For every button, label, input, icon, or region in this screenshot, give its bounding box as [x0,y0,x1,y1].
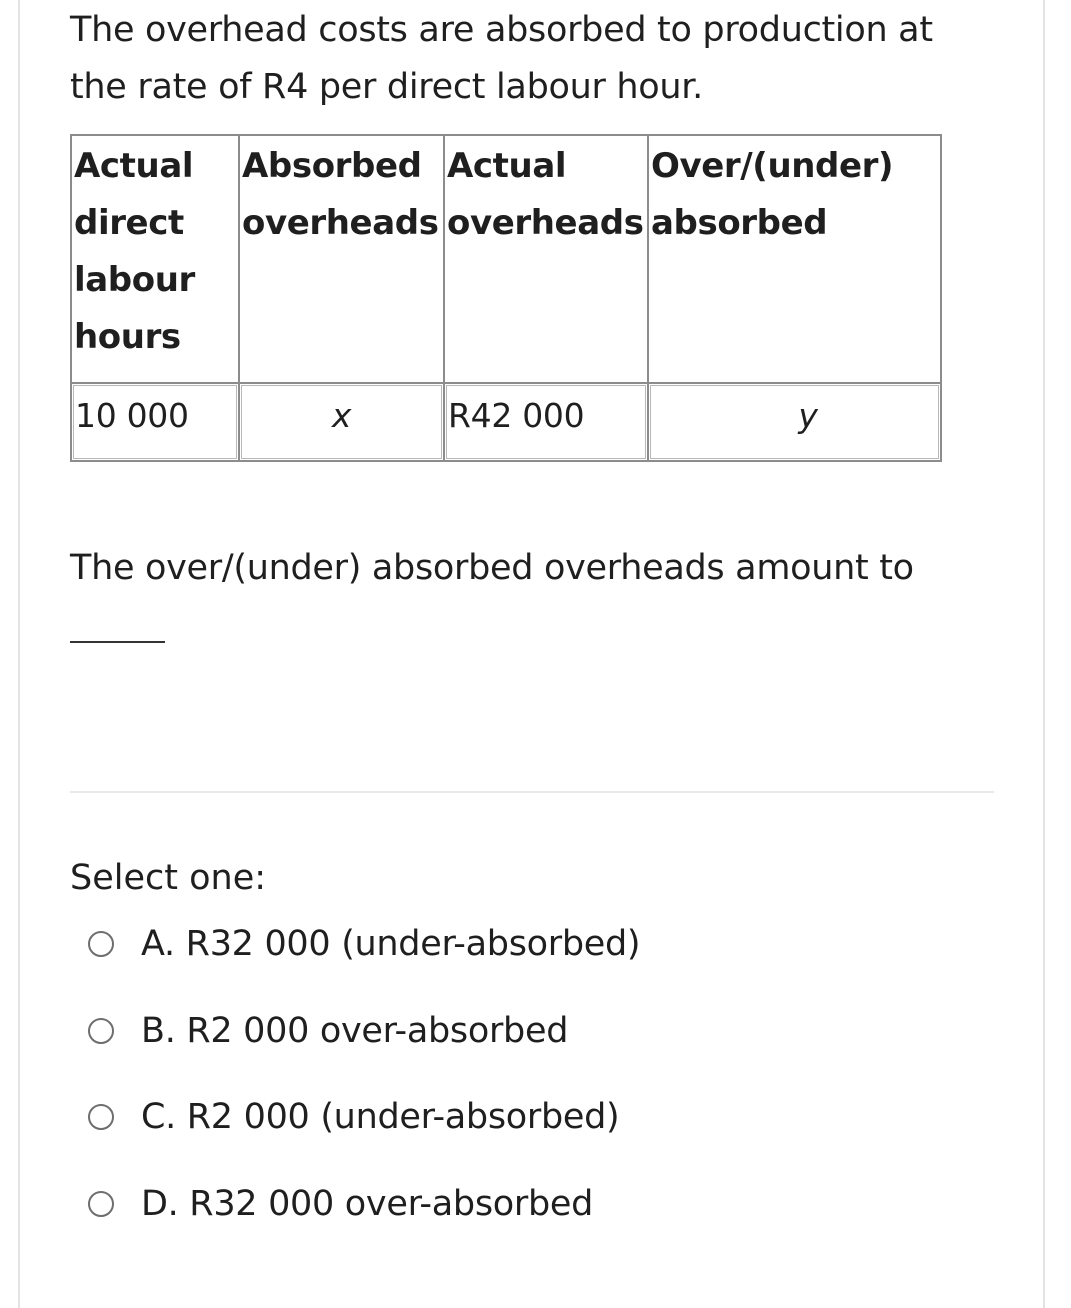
header-line: overheads [447,203,644,243]
question-prompt: The over/(under) absorbed overheads amount to [70,548,914,588]
header-line: Absorbed [242,146,422,186]
overhead-table [70,134,942,462]
header-line: direct [74,203,184,243]
radio-icon[interactable] [88,1104,114,1130]
header-line: Over/(under) [651,146,894,186]
option-d[interactable] [88,1178,593,1230]
header-actual-overheads [444,135,648,383]
header-line: Actual [447,146,567,186]
divider [70,791,994,793]
header-line: Actual [74,146,194,186]
option-label[interactable]: A. R32 000 (under-absorbed) [141,924,641,964]
table-row [71,383,941,461]
radio-icon[interactable] [88,931,114,957]
radio-icon[interactable] [88,1191,114,1217]
header-absorbed-overheads [239,135,444,383]
cell-over-under: y [648,383,941,461]
header-line: hours [74,317,181,357]
radio-icon[interactable] [88,1018,114,1044]
option-label[interactable]: D. R32 000 over-absorbed [141,1184,594,1224]
answer-blank [70,641,165,643]
header-actual-direct-labour-hours [71,135,239,383]
table-header-row [71,135,941,383]
cell-actual-overheads: R42 000 [444,383,648,461]
question-intro-text: The overhead costs are absorbed to production at the rate of R4 per direct labour hour. [70,10,933,107]
option-b[interactable] [88,1005,568,1057]
cell-labour-hours: 10 000 [71,383,239,461]
cell-absorbed-overheads: x [239,383,444,461]
option-label[interactable]: B. R2 000 over-absorbed [141,1011,569,1051]
header-over-under-absorbed [648,135,941,383]
select-one-label: Select one: [70,858,267,898]
option-c[interactable] [88,1091,619,1143]
option-a[interactable] [88,918,640,970]
option-label[interactable]: C. R2 000 (under-absorbed) [141,1097,620,1137]
header-line: overheads [242,203,439,243]
header-line: absorbed [651,203,828,243]
header-line: labour [74,260,195,300]
